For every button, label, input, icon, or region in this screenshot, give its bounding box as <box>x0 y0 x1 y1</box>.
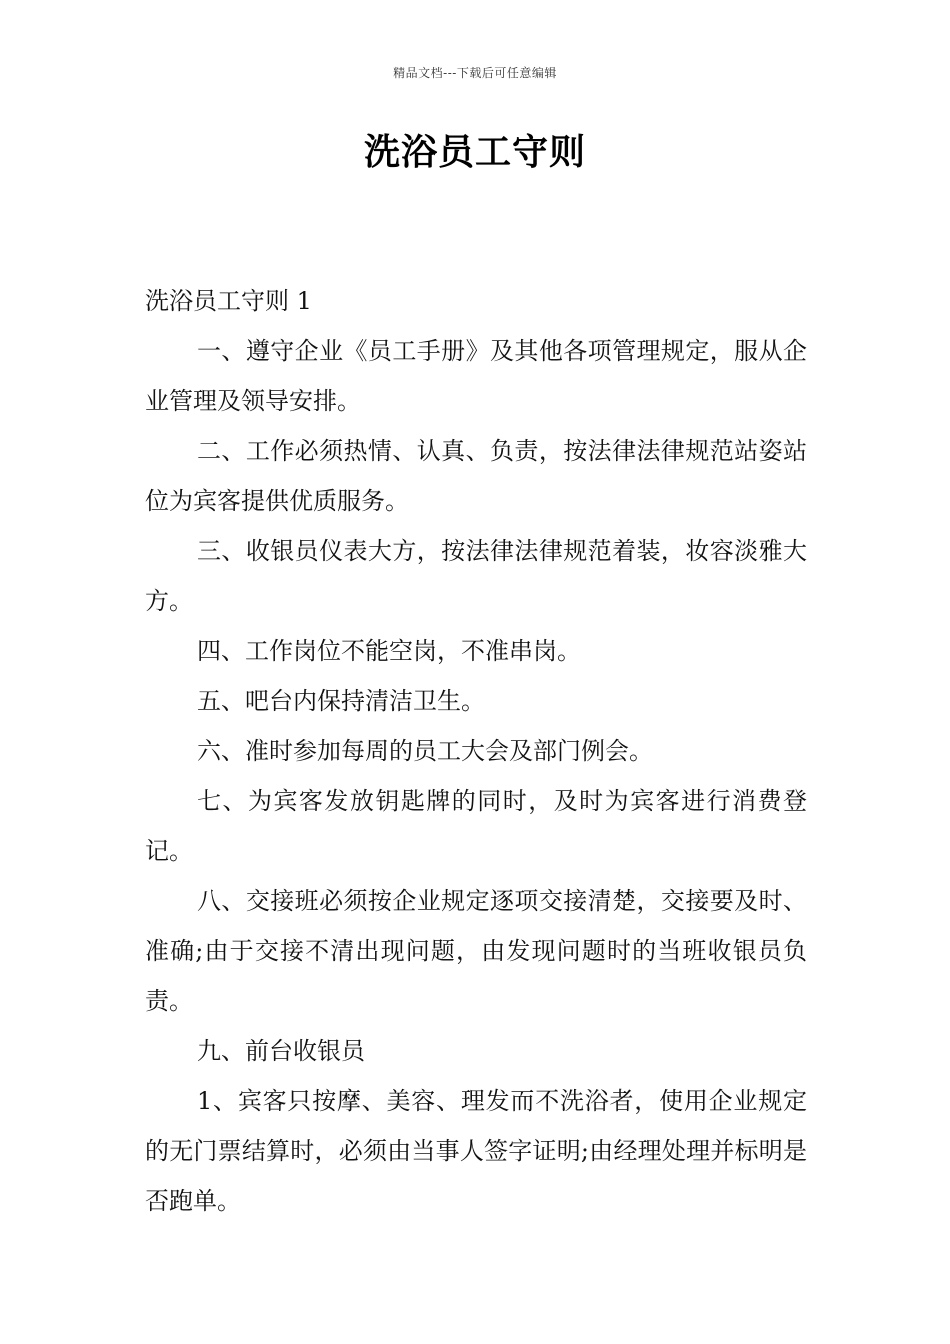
paragraph-rule-5: 五、吧台内保持清洁卫生。 <box>197 687 485 715</box>
paragraph-rule-3: 三、收银员仪表大方，按法律法律规范着装，妆容淡雅大方。 <box>145 537 807 615</box>
section-heading: 洗浴员工守则 1 <box>145 287 312 315</box>
paragraph-rule-2: 二、工作必须热情、认真、负责，按法律法律规范站姿站位为宾客提供优质服务。 <box>145 437 807 515</box>
header-note: 精品文档---下载后可任意编辑 <box>393 66 557 80</box>
paragraph-rule-1: 一、遵守企业《员工手册》及其他各项管理规定，服从企业管理及领导安排。 <box>145 337 807 415</box>
paragraph-rule-4: 四、工作岗位不能空岗，不准串岗。 <box>197 637 581 665</box>
paragraph-rule-7: 七、为宾客发放钥匙牌的同时，及时为宾客进行消费登记。 <box>145 787 807 865</box>
document-body <box>145 276 807 1226</box>
paragraph-subrule-1: 1、宾客只按摩、美容、理发而不洗浴者，使用企业规定的无门票结算时，必须由当事人签字证明;由经理处理并标明是否跑单。 <box>145 1087 807 1215</box>
paragraph-rule-6: 六、准时参加每周的员工大会及部门例会。 <box>197 737 653 765</box>
document-title: 洗浴员工守则 <box>363 132 586 173</box>
paragraph-rule-8: 八、交接班必须按企业规定逐项交接清楚，交接要及时、准确;由于交接不清出现问题，由发现问题时的当班收银员负责。 <box>145 887 807 1015</box>
paragraph-rule-9: 九、前台收银员 <box>197 1037 365 1065</box>
